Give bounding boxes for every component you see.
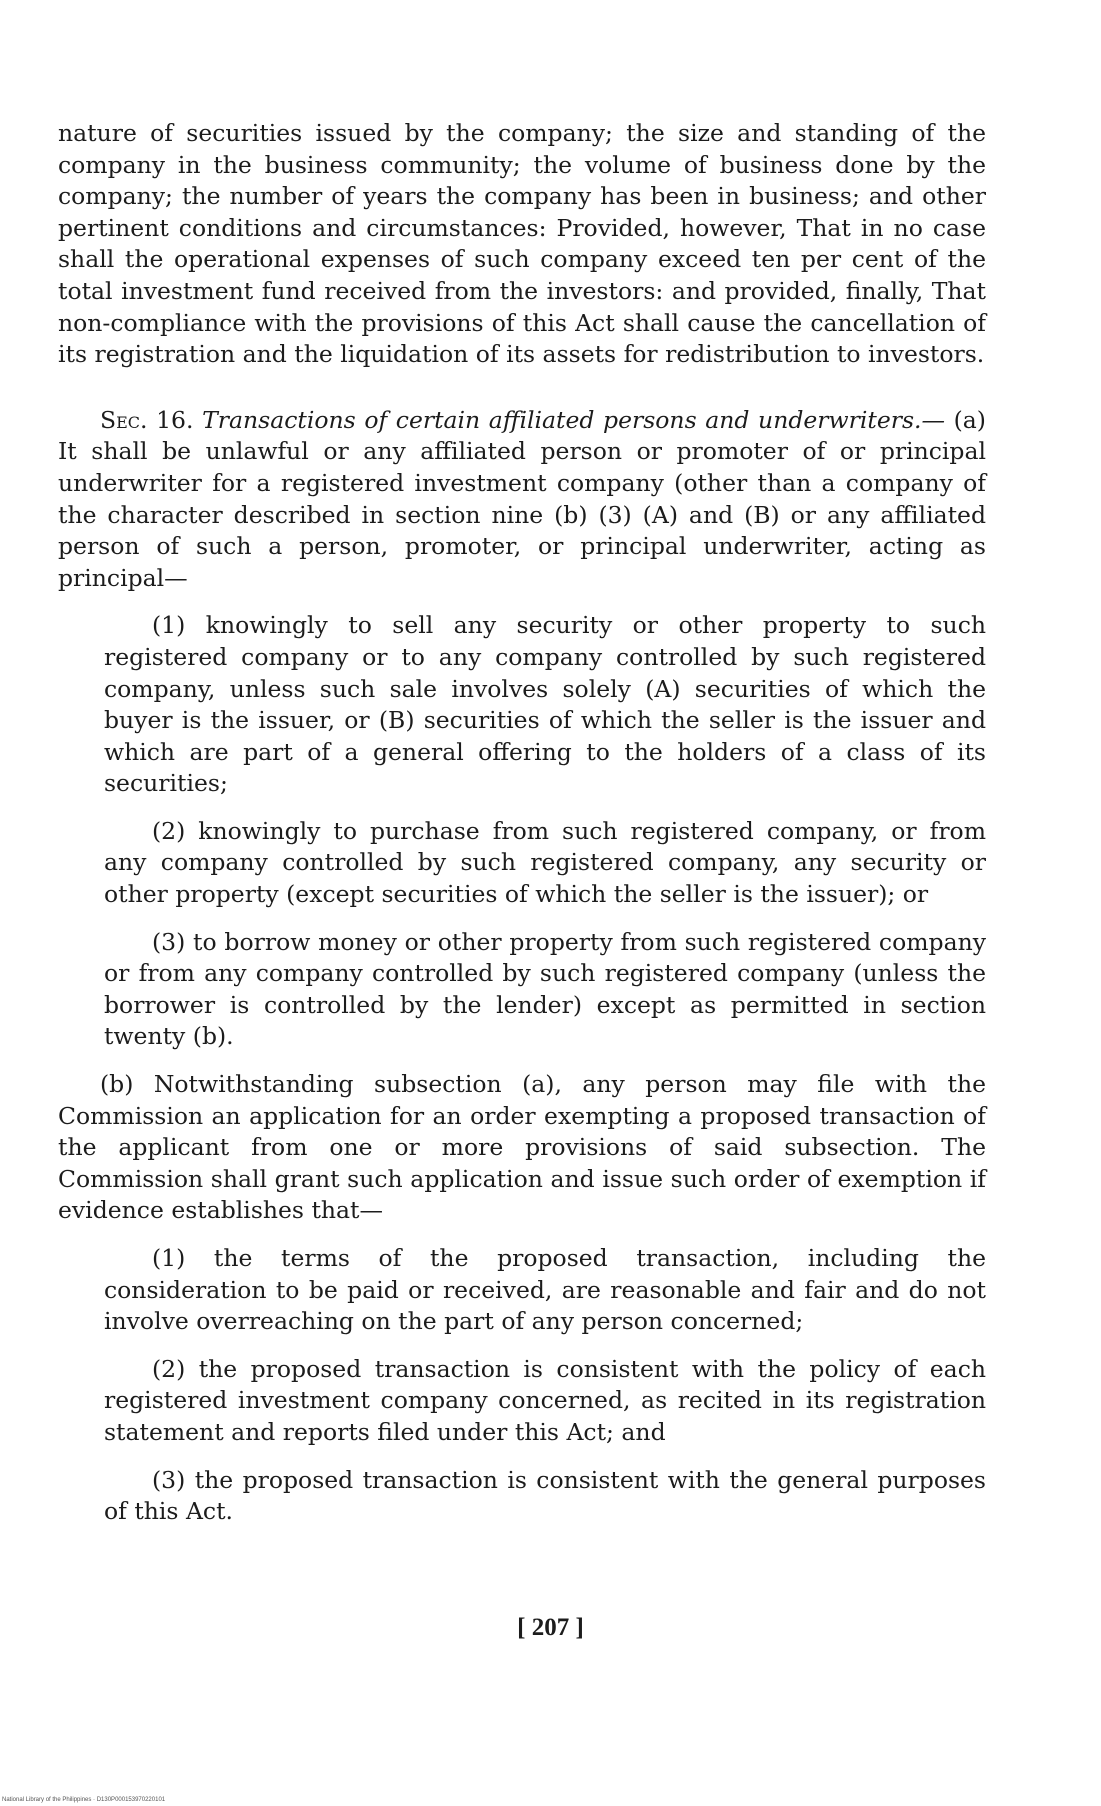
clause-a3: (3) to borrow money or other property from such registered company or from any company controlled by such registered company (unless the borrower is controlled by the lender) except as permitted in section twenty (b). xyxy=(104,927,986,1051)
clause-b3: (3) the proposed transaction is consistent with the general purposes of this Act. xyxy=(104,1465,986,1526)
clause-a2: (2) knowingly to purchase from such registered company, or from any company controlled by such registered company, any security or other property (except securities of which the seller is the issuer); or xyxy=(104,816,986,909)
page-body xyxy=(58,118,986,1528)
section-label: Sec. 16. xyxy=(100,405,194,434)
paragraph-continuation: nature of securities issued by the company; the size and standing of the company in the business community; the volume of business done by the company; the number of years the company has been in business; and other pertinent conditions and circumstances: Provided, however, That in no case shall the operational expenses of such company exceed ten per cent of the total investment fund received from the investors: and provided, finally, That non-compliance with the provisions of this Act shall cause the cancellation of its registration and the liquidation of its assets for redistribution to investors. xyxy=(58,119,986,369)
section-16-a-body: (a) It shall be unlawful or any affiliated person or promoter of or principal underwriter for a registered investment company (other than a company of the character described in section nine (b) (3) (A) and (B) or any affiliated person of such a person, promoter, or principal underwriter, acting as principal— xyxy=(58,405,986,592)
clause-b2: (2) the proposed transaction is consistent with the policy of each registered investment company concerned, as recited in its registration statement and reports filed under this Act; and xyxy=(104,1354,986,1446)
section-title: Transactions of certain affiliated persons and underwriters.— xyxy=(202,405,945,434)
section-16-heading xyxy=(58,405,986,595)
library-watermark: National Library of the Philippines · D130P000153970220101 xyxy=(2,1797,166,1803)
clause-b1: (1) the terms of the proposed transaction, including the consideration to be paid or received, are reasonable and fair and do not involve overreaching on the part of any person concerned; xyxy=(104,1244,986,1336)
clause-a1: (1) knowingly to sell any security or other property to such registered company or to any company controlled by such registered company, unless such sale involves solely (A) securities of which the buyer is the issuer, or (B) securities of which the seller is the issuer and which are part of a general offering to the holders of a class of its securities; xyxy=(104,611,986,798)
page-number: [ 207 ] xyxy=(517,1614,584,1641)
subsection-b: (b) Notwithstanding subsection (a), any person may file with the Commission an application for an order exempting a proposed transaction of the applicant from one or more provisions of said subsection. The Commission shall grant such application and issue such order of exemption if evidence establishes that— xyxy=(58,1070,986,1225)
